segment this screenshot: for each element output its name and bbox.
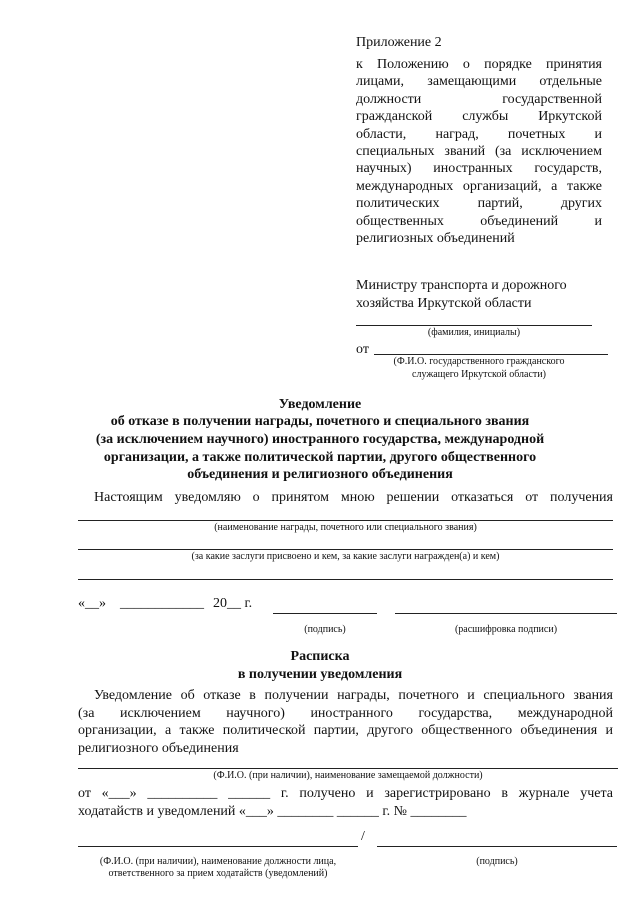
appendix-text xyxy=(356,56,602,247)
receipt-body-line: Уведомление об отказе в получении награды, почетного и специального звания xyxy=(94,688,613,703)
appendix-line: международных организаций, а также xyxy=(356,178,602,194)
from-caption-2: служащего Иркутской области) xyxy=(412,369,546,380)
signature-decode-line xyxy=(395,613,617,614)
addressee-line-1: Министру транспорта и дорожного xyxy=(356,278,567,293)
receipt-responsible-line xyxy=(78,846,358,847)
receipt-body xyxy=(78,687,613,757)
award-line xyxy=(78,520,613,521)
appendix-line: к Положению о порядке принятия xyxy=(356,57,602,72)
signature-decode-caption: (расшифровка подписи) xyxy=(454,624,558,635)
extra-line xyxy=(78,579,613,580)
receipt-body-line: религиозного объединения xyxy=(78,740,239,756)
appendix-line: специальных званий (за исключением xyxy=(356,144,602,160)
addressee-line-2: хозяйства Иркутской области xyxy=(356,296,532,311)
appendix-line: политических партий, других xyxy=(356,196,602,212)
receipt-signature-caption: (подпись) xyxy=(476,856,518,867)
from-caption-1: (Ф.И.О. государственного гражданского xyxy=(393,356,565,367)
receipt-signature-line xyxy=(377,846,617,847)
signature-caption: (подпись) xyxy=(304,624,346,635)
from-line xyxy=(374,354,608,355)
receipt-reg-line-2: ходатайств и уведомлений «___» ________ ______ г. № ________ xyxy=(78,804,467,819)
notice-body: Настоящим уведомляю о принятом мною решении отказаться от получения xyxy=(94,490,613,505)
receipt-fio-caption: (Ф.И.О. (при наличии), наименование замещаемой должности) xyxy=(213,770,483,781)
receipt-subheading: в получении уведомления xyxy=(237,667,403,682)
receipt-slash: / xyxy=(361,829,365,844)
receipt-body-line: организации, а также политической партии, другого общественного объединения и xyxy=(78,723,613,738)
appendix-line: религиозных объединений xyxy=(356,231,515,247)
receipt-responsible-caption-2: ответственного за прием ходатайств (уведомлений) xyxy=(108,868,328,879)
receipt-heading: Расписка xyxy=(290,649,350,664)
notice-subheading-1: об отказе в получении награды, почетного и специального звания xyxy=(110,414,530,429)
appendix-line: лицами, замещающими отдельные xyxy=(356,74,602,90)
receipt-responsible-caption-1: (Ф.И.О. (при наличии), наименование должности лица, xyxy=(99,856,337,867)
notice-date-day: «__» xyxy=(78,596,106,611)
from-label: от xyxy=(356,342,369,357)
receipt-body-line: (за исключением научного) иностранного государства, международной xyxy=(78,705,613,721)
appendix-line: общественных объединений и xyxy=(356,213,602,229)
receipt-fio-line xyxy=(78,768,618,769)
addressee-name-line xyxy=(356,325,592,326)
appendix-title: Приложение 2 xyxy=(356,35,442,50)
notice-subheading-2: (за исключением научного) иностранного государства, международной xyxy=(95,432,545,447)
award-caption: (наименование награды, почетного или специального звания) xyxy=(214,522,477,533)
appendix-line: должности государственной xyxy=(356,91,602,107)
signature-line xyxy=(273,613,377,614)
notice-subheading-3: организации, а также политической партии, другого общественного xyxy=(103,450,537,465)
appendix-line: научных) иностранных государств, xyxy=(356,161,602,177)
notice-date-year: 20__ г. xyxy=(213,596,253,611)
merits-caption: (за какие заслуги присвоено и кем, за какие заслуги награжден(а) и кем) xyxy=(191,551,500,562)
receipt-reg-line-1: от «___» __________ ______ г. получено и зарегистрировано в журнале учета xyxy=(78,786,613,801)
addressee-name-caption: (фамилия, инициалы) xyxy=(427,327,521,338)
notice-subheading-4: объединения и религиозного объединения xyxy=(187,467,453,482)
merits-line xyxy=(78,549,613,550)
notice-heading: Уведомление xyxy=(278,397,362,412)
appendix-line: гражданской службы Иркутской xyxy=(356,109,602,125)
notice-date-month: ____________ xyxy=(120,596,204,611)
appendix-line: области, наград, почетных и xyxy=(356,126,602,142)
